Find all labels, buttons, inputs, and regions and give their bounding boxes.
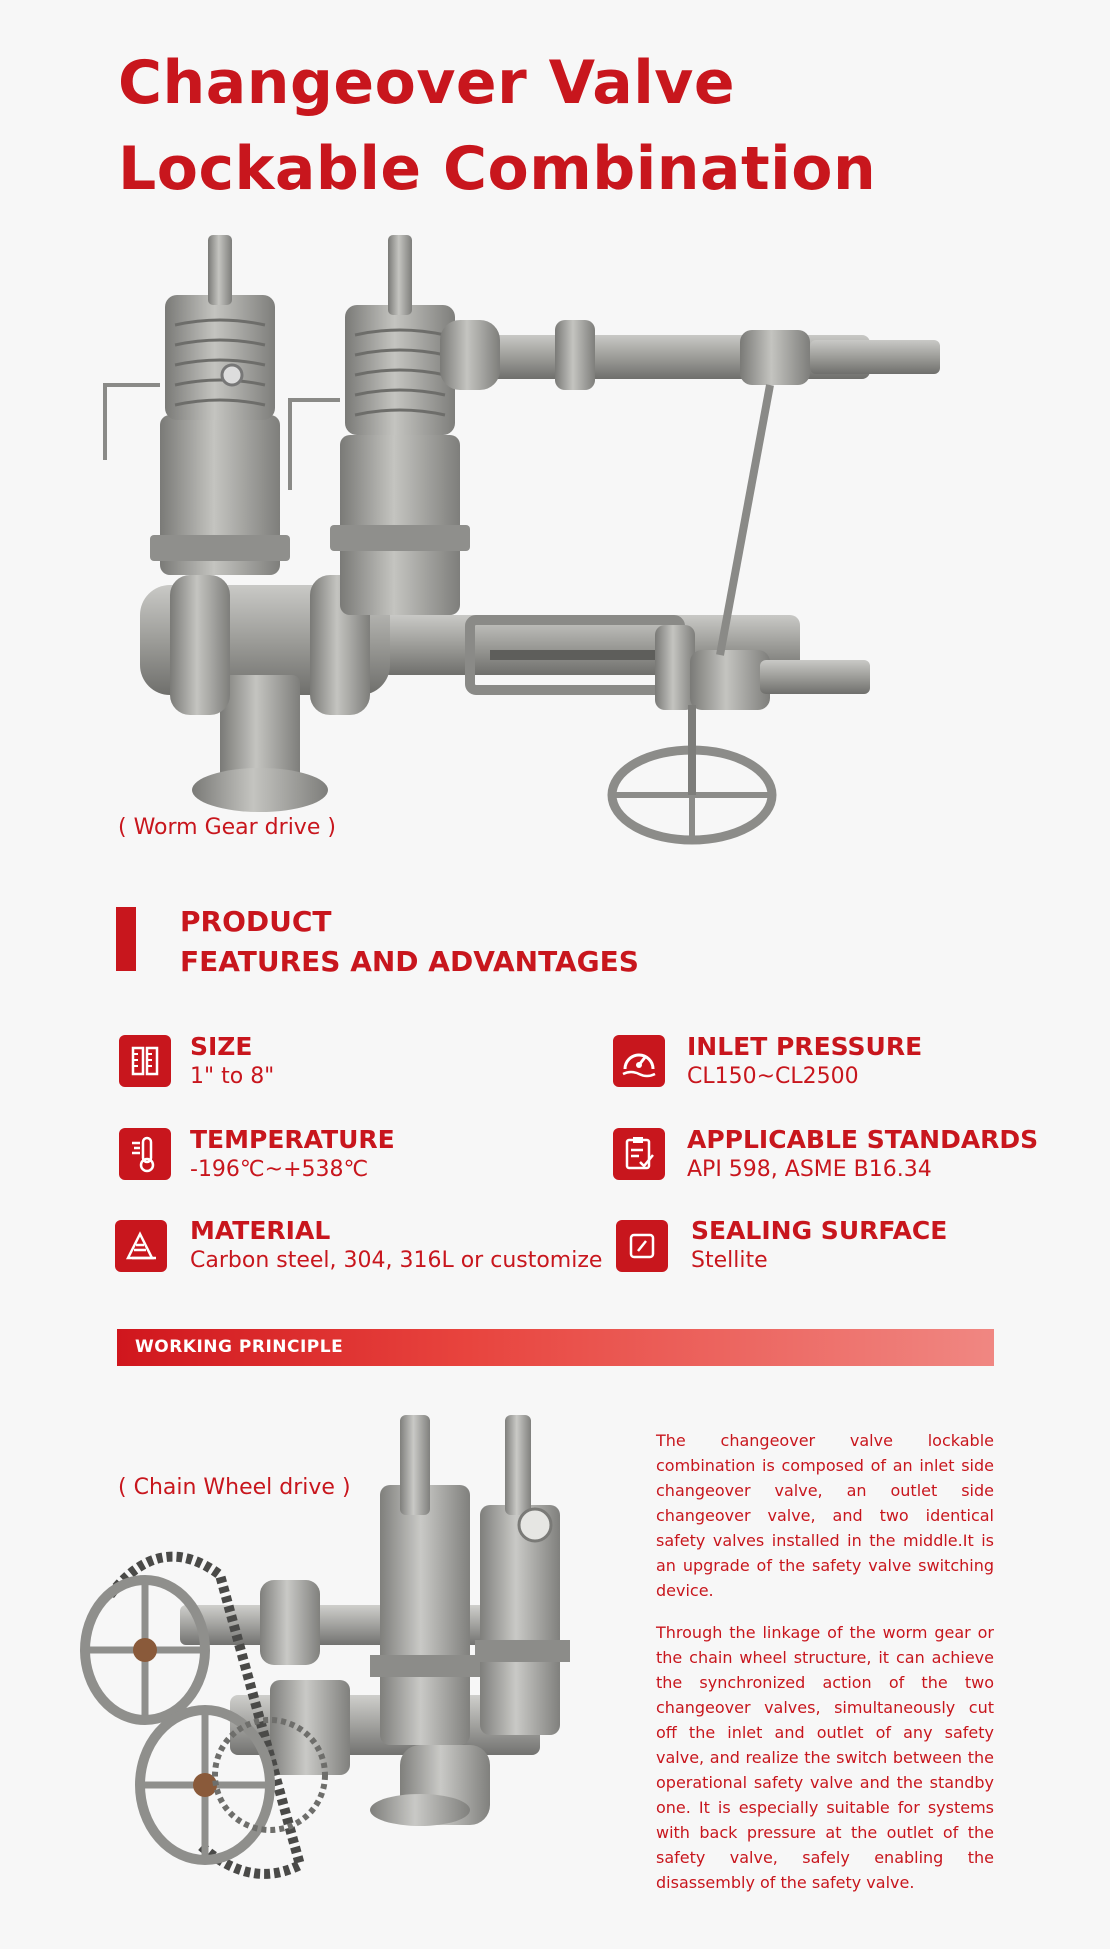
sealing-icon xyxy=(616,1220,668,1272)
feature-label: SEALING SURFACE xyxy=(691,1216,948,1245)
feature-label: APPLICABLE STANDARDS xyxy=(687,1125,1039,1154)
feature-label: SIZE xyxy=(190,1032,253,1061)
worm-gear-valve-image xyxy=(100,235,950,895)
section-title xyxy=(180,902,639,982)
size-icon xyxy=(119,1035,171,1087)
section-accent-bar xyxy=(116,907,136,971)
description-paragraph-2: Through the linkage of the worm gear or the chain wheel structure, it can achieve the synchronized action of the two changeover valves, simultaneously cut off the inlet and outlet of any safety valve, and realize the switch between the operational safety valve and the standby one. It is especially suitable for systems with back pressure at the outlet of the safety valve, safely enabling the disassembly of the safety valve. xyxy=(656,1623,994,1892)
pressure-gauge-icon xyxy=(613,1035,665,1087)
section-title-line-2: FEATURES AND ADVANTAGES xyxy=(180,945,639,978)
feature-applicable-standards xyxy=(687,1125,1038,1185)
feature-value: Stellite xyxy=(691,1248,768,1273)
banner-label: WORKING PRINCIPLE xyxy=(135,1337,344,1357)
feature-label: MATERIAL xyxy=(190,1216,331,1245)
material-icon xyxy=(115,1220,167,1272)
feature-label: INLET PRESSURE xyxy=(687,1032,923,1061)
feature-sealing-surface xyxy=(691,1216,947,1276)
working-principle-banner xyxy=(117,1329,994,1366)
feature-material xyxy=(190,1216,602,1276)
feature-value: CL150~CL2500 xyxy=(687,1064,859,1089)
thermometer-icon xyxy=(119,1128,171,1180)
description-paragraph-1: The changeover valve lockable combination is composed of an inlet side changeover valve, an outlet side changeover valve, and two identical safety valves installed in the middle.It is an upgrade of the safety valve switching device. xyxy=(656,1431,994,1600)
page-title xyxy=(118,40,876,212)
feature-value: -196℃~+538℃ xyxy=(190,1157,369,1182)
working-principle-text xyxy=(656,1428,994,1912)
feature-temperature xyxy=(190,1125,395,1185)
worm-gear-caption: ( Worm Gear drive ) xyxy=(118,815,336,840)
title-line-1: Changeover Valve xyxy=(118,48,736,118)
title-line-2: Lockable Combination xyxy=(118,134,877,204)
feature-value: Carbon steel, 304, 316L or customize xyxy=(190,1248,603,1273)
chain-wheel-caption: ( Chain Wheel drive ) xyxy=(118,1475,351,1500)
feature-size xyxy=(190,1032,274,1092)
section-title-line-1: PRODUCT xyxy=(180,905,332,938)
feature-label: TEMPERATURE xyxy=(190,1125,395,1154)
feature-inlet-pressure xyxy=(687,1032,922,1092)
clipboard-check-icon xyxy=(613,1128,665,1180)
feature-value: API 598, ASME B16.34 xyxy=(687,1157,932,1182)
feature-value: 1" to 8" xyxy=(190,1064,275,1089)
